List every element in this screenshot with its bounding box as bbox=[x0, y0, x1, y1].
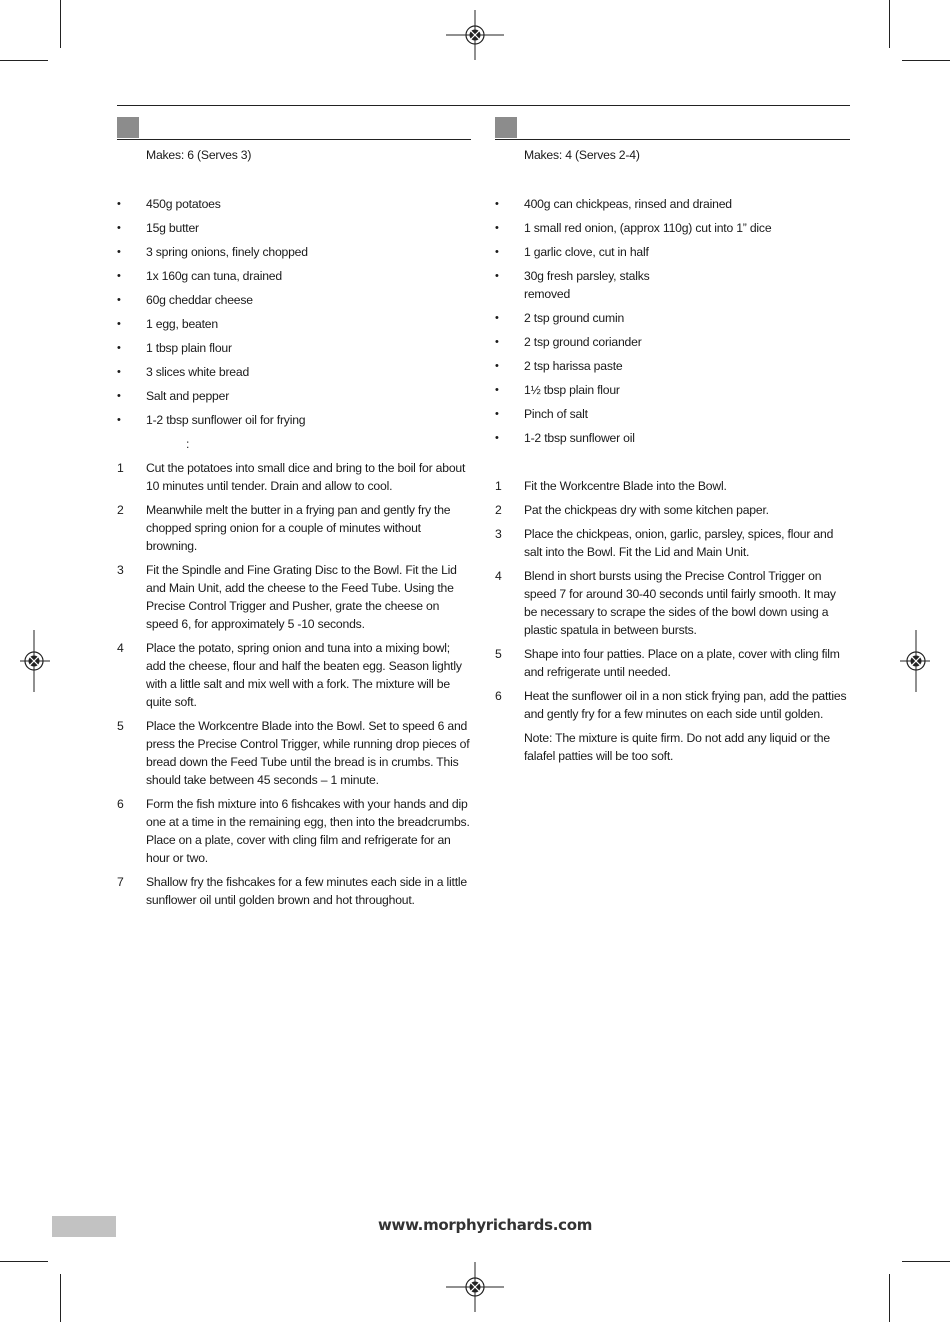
recipe-left bbox=[117, 117, 471, 907]
ingredient-item: • 3 spring onions, finely chopped bbox=[117, 245, 308, 259]
bullet-icon: • bbox=[117, 294, 121, 306]
bullet-icon: • bbox=[117, 246, 121, 258]
recipe-header bbox=[495, 117, 850, 140]
ingredient-item: • 3 slices white bread bbox=[117, 365, 250, 379]
method-step: 6 Form the fish mixture into 6 fishcakes with your hands and dip one at a time in the remaining egg, then into the breadcrumbs. Place on a plate, cover with cling film and refrigerate for an hour or two. bbox=[117, 797, 470, 865]
ingredient-item: • 2 tsp ground cumin bbox=[495, 311, 625, 325]
method-step: 3 Fit the Spindle and Fine Grating Disc to the Bowl. Fit the Lid and Main Unit, add the cheese to the Feed Tube. Using the Precise Control Trigger and Pusher, grate the cheese on speed 6, for approximately 5 -10 seconds. bbox=[117, 563, 457, 631]
ingredient-item: • 2 tsp harissa paste bbox=[495, 359, 623, 373]
bullet-icon: • bbox=[495, 222, 499, 234]
ingredient-item: • Salt and pepper bbox=[117, 389, 230, 403]
bullet-icon: • bbox=[117, 414, 121, 426]
method-step: 7 Shallow fry the fishcakes for a few minutes each side in a little sunflower oil until golden brown and hot throughout. bbox=[117, 875, 467, 907]
recipe-right bbox=[495, 117, 850, 763]
bullet-icon: • bbox=[495, 360, 499, 372]
method-step: 4 Place the potato, spring onion and tuna into a mixing bowl; add the cheese, flour and half the beaten egg. Season lightly with a little salt and mix well with a fork. The mixture will be quite soft. bbox=[117, 641, 462, 709]
recipe-header-box bbox=[495, 117, 517, 138]
page-top-rule bbox=[117, 105, 850, 106]
method-step: 4 Blend in short bursts using the Precise Control Trigger on speed 7 for around 30-40 seconds until fairly smooth. It may be necessary to scrape the sides of the bowl down using a plastic spatula in between bursts. bbox=[495, 569, 836, 637]
recipe-makes: Makes: 6 (Serves 3) bbox=[146, 148, 252, 162]
recipe-header-box bbox=[117, 117, 139, 138]
bullet-icon: • bbox=[495, 312, 499, 324]
crop-mark bbox=[889, 1274, 890, 1322]
ingredient-item: • 15g butter bbox=[117, 221, 199, 235]
bullet-icon: • bbox=[117, 198, 121, 210]
recipe-note: Note: The mixture is quite firm. Do not add any liquid or the falafel patties will be too soft. bbox=[524, 731, 830, 763]
ingredient-list bbox=[495, 195, 850, 453]
method-heading: : bbox=[186, 437, 190, 451]
bullet-icon: • bbox=[117, 318, 121, 330]
bullet-icon: • bbox=[117, 390, 121, 402]
bullet-icon: • bbox=[117, 270, 121, 282]
registration-mark-icon bbox=[900, 630, 930, 692]
bullet-icon: • bbox=[495, 198, 499, 210]
recipe-header bbox=[117, 117, 471, 140]
crop-mark bbox=[902, 60, 950, 61]
ingredient-item: • 1 egg, beaten bbox=[117, 317, 218, 331]
method-step: 2 Pat the chickpeas dry with some kitchen paper. bbox=[495, 503, 769, 517]
bullet-icon: • bbox=[117, 366, 121, 378]
ingredient-item: • 1 small red onion, (approx 110g) cut into 1” dice bbox=[495, 221, 772, 235]
method-step: 1 Fit the Workcentre Blade into the Bowl. bbox=[495, 479, 727, 493]
ingredient-item: • 1 tbsp plain flour bbox=[117, 341, 232, 355]
bullet-icon: • bbox=[117, 342, 121, 354]
method-step: 6 Heat the sunflower oil in a non stick frying pan, add the patties and gently fry for a few minutes on each side until golden. bbox=[495, 689, 847, 721]
registration-mark-icon bbox=[20, 630, 50, 692]
recipe-makes: Makes: 4 (Serves 2-4) bbox=[524, 148, 640, 162]
method-step: 5 Place the Workcentre Blade into the Bowl. Set to speed 6 and press the Precise Control Trigger, while running drop pieces of bread down the Feed Tube until the bread is in crumbs. This should take between 45 seconds – 1 minute. bbox=[117, 719, 470, 787]
crop-mark bbox=[902, 1261, 950, 1262]
page-number-box bbox=[52, 1216, 116, 1237]
crop-mark bbox=[889, 0, 890, 48]
ingredient-item: • 400g can chickpeas, rinsed and drained bbox=[495, 197, 732, 211]
registration-mark-icon bbox=[446, 10, 504, 60]
bullet-icon: • bbox=[495, 246, 499, 258]
method-steps bbox=[117, 459, 471, 915]
ingredient-item: • Pinch of salt bbox=[495, 407, 588, 421]
crop-mark bbox=[0, 60, 48, 61]
method-step: 5 Shape into four patties. Place on a plate, cover with cling film and refrigerate until needed. bbox=[495, 647, 840, 679]
method-steps bbox=[495, 477, 850, 765]
bullet-icon: • bbox=[495, 270, 499, 282]
crop-mark bbox=[60, 1274, 61, 1322]
method-step: 1 Cut the potatoes into small dice and bring to the boil for about 10 minutes until tender. Drain and allow to cool. bbox=[117, 461, 466, 493]
ingredient-item: • 2 tsp ground coriander bbox=[495, 335, 642, 349]
footer-url: www.morphyrichards.com bbox=[377, 1216, 593, 1234]
ingredient-item: • 450g potatoes bbox=[117, 197, 221, 211]
crop-mark bbox=[60, 0, 61, 48]
ingredient-item: • 1 garlic clove, cut in half bbox=[495, 245, 649, 259]
registration-mark-icon bbox=[446, 1262, 504, 1312]
ingredient-item: • 1x 160g can tuna, drained bbox=[117, 269, 282, 283]
bullet-icon: • bbox=[495, 336, 499, 348]
ingredient-item: • 30g fresh parsley, stalks removed bbox=[495, 269, 650, 301]
ingredient-item: • 1-2 tbsp sunflower oil bbox=[495, 431, 635, 445]
ingredient-item: • 60g cheddar cheese bbox=[117, 293, 253, 307]
bullet-icon: • bbox=[495, 408, 499, 420]
ingredient-list bbox=[117, 195, 471, 459]
ingredient-item: • 1½ tbsp plain flour bbox=[495, 383, 620, 397]
ingredient-item: • 1-2 tbsp sunflower oil for frying bbox=[117, 413, 306, 427]
bullet-icon: • bbox=[495, 432, 499, 444]
bullet-icon: • bbox=[495, 384, 499, 396]
method-step: 3 Place the chickpeas, onion, garlic, parsley, spices, flour and salt into the Bowl. Fit the Lid and Main Unit. bbox=[495, 527, 834, 559]
bullet-icon: • bbox=[117, 222, 121, 234]
crop-mark bbox=[0, 1261, 48, 1262]
method-step: 2 Meanwhile melt the butter in a frying pan and gently fry the chopped spring onion for a couple of minutes without browning. bbox=[117, 503, 451, 553]
